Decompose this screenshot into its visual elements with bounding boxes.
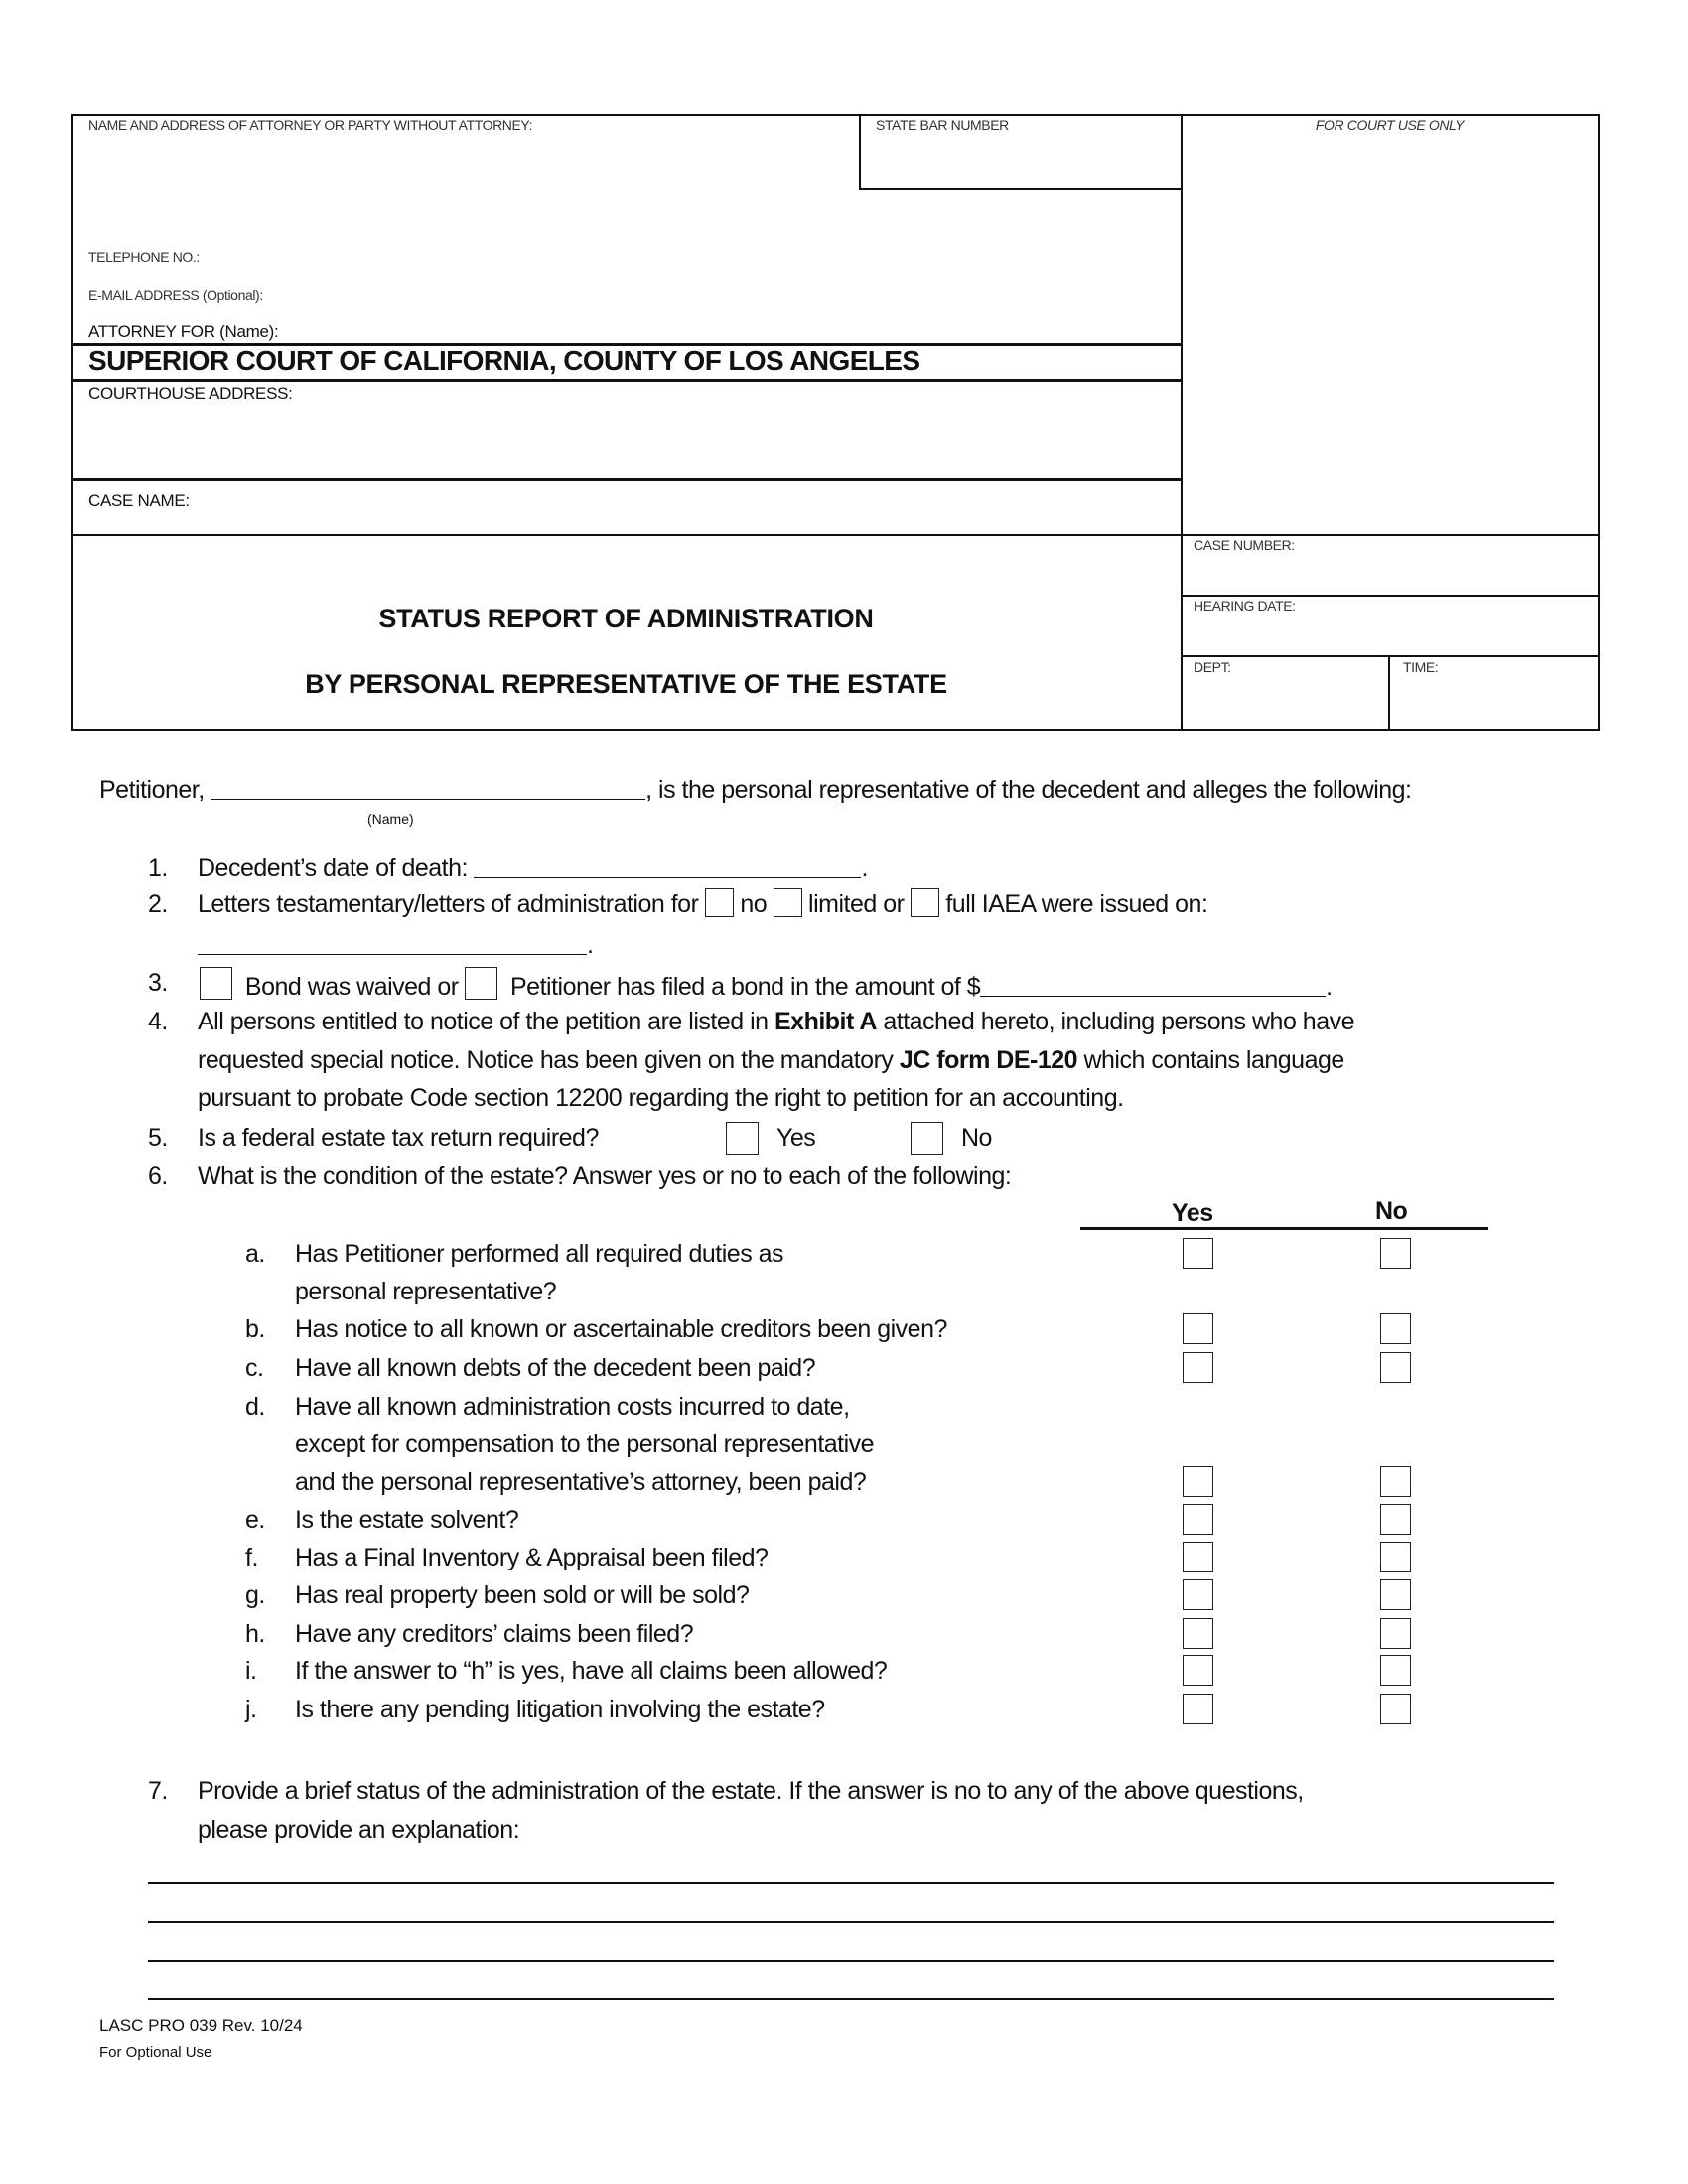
petitioner-line — [99, 774, 1412, 806]
state-bar-label: STATE BAR NUMBER — [876, 117, 1009, 133]
petitioner-line-rest: , is the personal representative of the decedent and alleges the following: — [645, 776, 1412, 804]
yes-column-header: Yes — [1172, 1199, 1213, 1227]
question-i-yes-checkbox[interactable] — [1183, 1655, 1213, 1686]
item-1-text: Decedent’s date of death: — [198, 854, 468, 882]
bond-filed-label: Petitioner has filed a bond in the amount of $ — [510, 973, 981, 1001]
item-4-text: All persons entitled to notice of the petition are listed in — [198, 1008, 774, 1035]
footer-note: For Optional Use — [99, 2044, 212, 2061]
item-5-text: Is a federal estate tax return required? — [198, 1124, 599, 1152]
petitioner-name-field[interactable] — [211, 775, 645, 800]
item-4-text: which contains language — [1077, 1046, 1344, 1074]
case-name-label: CASE NAME: — [88, 491, 190, 510]
question-g-no-checkbox[interactable] — [1380, 1579, 1411, 1610]
question-letter: b. — [245, 1315, 265, 1343]
question-h-no-checkbox[interactable] — [1380, 1618, 1411, 1649]
question-text: Have any creditors’ claims been filed? — [295, 1620, 694, 1648]
court-use-label: FOR COURT USE ONLY — [1315, 117, 1465, 133]
question-text: Has a Final Inventory & Appraisal been filed? — [295, 1544, 769, 1571]
question-d-yes-checkbox[interactable] — [1183, 1466, 1213, 1497]
letters-limited-checkbox[interactable] — [774, 888, 802, 917]
item-4-text: attached hereto, including persons who have — [876, 1008, 1355, 1035]
item-3-number: 3. — [148, 969, 168, 997]
question-f-no-checkbox[interactable] — [1380, 1542, 1411, 1572]
item-6-text: What is the condition of the estate? Answer yes or no to each of the following: — [198, 1162, 1012, 1190]
item-7-line1: Provide a brief status of the administration of the estate. If the answer is no to any of the above questions, — [198, 1777, 1304, 1805]
item-4-text: requested special notice. Notice has been given on the mandatory — [198, 1046, 900, 1074]
question-d-no-checkbox[interactable] — [1380, 1466, 1411, 1497]
letters-issued-date: . — [198, 929, 593, 961]
letters-full-label: full IAEA were issued on: — [945, 890, 1208, 918]
question-letter: f. — [245, 1544, 258, 1571]
item-1-number: 1. — [148, 854, 168, 882]
question-i-no-checkbox[interactable] — [1380, 1655, 1411, 1686]
petitioner-label: Petitioner, — [99, 776, 205, 804]
question-text: and the personal representative’s attorney, been paid? — [295, 1468, 867, 1496]
tax-return-no-label: No — [961, 1124, 992, 1152]
question-g-yes-checkbox[interactable] — [1183, 1579, 1213, 1610]
question-c-yes-checkbox[interactable] — [1183, 1352, 1213, 1383]
question-b-yes-checkbox[interactable] — [1183, 1313, 1213, 1344]
hearing-date-label: HEARING DATE: — [1194, 598, 1296, 614]
question-letter: h. — [245, 1620, 265, 1648]
question-j-yes-checkbox[interactable] — [1183, 1694, 1213, 1724]
question-text: Has real property been sold or will be sold? — [295, 1581, 750, 1609]
explanation-line[interactable] — [148, 1960, 1554, 1962]
explanation-line[interactable] — [148, 1921, 1554, 1923]
telephone-label: TELEPHONE NO.: — [88, 249, 200, 265]
question-h-yes-checkbox[interactable] — [1183, 1618, 1213, 1649]
name-caption: (Name) — [367, 811, 414, 827]
state-bar-field[interactable] — [864, 137, 1177, 185]
question-text: except for compensation to the personal representative — [295, 1431, 875, 1458]
question-b-no-checkbox[interactable] — [1380, 1313, 1411, 1344]
question-e-no-checkbox[interactable] — [1380, 1504, 1411, 1535]
question-text: If the answer to “h” is yes, have all claims been allowed? — [295, 1657, 888, 1685]
exhibit-a-ref: Exhibit A — [774, 1008, 877, 1035]
item-1: Decedent’s date of death: . — [198, 854, 868, 882]
letters-no-label: no — [740, 890, 768, 918]
bond-waived-label: Bond was waived or — [244, 973, 459, 1001]
letters-issued-date-field[interactable] — [198, 930, 587, 955]
email-label: E-MAIL ADDRESS (Optional): — [88, 287, 263, 303]
tax-return-yes-checkbox[interactable] — [726, 1122, 759, 1155]
attorney-name-address-field[interactable] — [79, 139, 854, 238]
letters-no-checkbox[interactable] — [705, 888, 734, 917]
question-text: personal representative? — [295, 1278, 557, 1305]
courthouse-address-label: COURTHOUSE ADDRESS: — [88, 384, 293, 403]
question-letter: g. — [245, 1581, 265, 1609]
item-6-number: 6. — [148, 1162, 168, 1190]
question-text: Have all known debts of the decedent been paid? — [295, 1354, 816, 1382]
bond-amount-field[interactable] — [980, 972, 1326, 997]
item-7-number: 7. — [148, 1777, 168, 1805]
item-2-number: 2. — [148, 890, 168, 918]
form-title-line1: STATUS REPORT OF ADMINISTRATION — [378, 604, 874, 633]
tax-return-yes-label: Yes — [776, 1124, 816, 1152]
item-2 — [198, 888, 1207, 920]
question-letter: e. — [245, 1506, 265, 1534]
item-4-line3: pursuant to probate Code section 12200 regarding the right to petition for an accounting. — [198, 1084, 1124, 1112]
letters-limited-label: limited or — [808, 890, 905, 918]
form-de120-ref: JC form DE-120 — [899, 1046, 1078, 1074]
question-a-yes-checkbox[interactable] — [1183, 1238, 1213, 1269]
letters-full-checkbox[interactable] — [911, 888, 939, 917]
form-title-line2: BY PERSONAL REPRESENTATIVE OF THE ESTATE — [305, 669, 947, 699]
explanation-line[interactable] — [148, 1998, 1554, 2000]
bond-filed-checkbox[interactable] — [465, 967, 497, 1000]
attorney-for-label: ATTORNEY FOR (Name): — [88, 322, 279, 341]
item-2-text: Letters testamentary/letters of administration for — [198, 890, 699, 918]
item-4-number: 4. — [148, 1008, 168, 1035]
question-letter: d. — [245, 1393, 265, 1421]
column-header-rule — [1080, 1227, 1488, 1230]
item-7-line2: please provide an explanation: — [198, 1816, 520, 1843]
no-column-header: No — [1375, 1197, 1408, 1225]
question-letter: c. — [245, 1354, 264, 1382]
item-4-line1 — [198, 1006, 1354, 1037]
question-text: Has Petitioner performed all required duties as — [295, 1240, 784, 1268]
explanation-line[interactable] — [148, 1882, 1554, 1884]
question-text: Have all known administration costs incurred to date, — [295, 1393, 850, 1421]
attorney-name-address-label: NAME AND ADDRESS OF ATTORNEY OR PARTY WITHOUT ATTORNEY: — [88, 117, 533, 133]
tax-return-no-checkbox[interactable] — [911, 1122, 943, 1155]
court-name: SUPERIOR COURT OF CALIFORNIA, COUNTY OF LOS ANGELES — [88, 345, 920, 376]
item-5-number: 5. — [148, 1124, 168, 1152]
bond-waived-checkbox[interactable] — [200, 967, 232, 1000]
question-a-no-checkbox[interactable] — [1380, 1238, 1411, 1269]
question-letter: j. — [245, 1696, 257, 1723]
item-3: Bond was waived or Petitioner has filed a bond in the amount of $ . — [200, 967, 1333, 1003]
date-of-death-field[interactable] — [474, 853, 861, 878]
question-text: Has notice to all known or ascertainable creditors been given? — [295, 1315, 947, 1343]
case-number-label: CASE NUMBER: — [1194, 537, 1295, 553]
question-text: Is the estate solvent? — [295, 1506, 519, 1534]
time-label: TIME: — [1403, 659, 1439, 675]
form-id: LASC PRO 039 Rev. 10/24 — [99, 2016, 303, 2035]
question-text: Is there any pending litigation involving the estate? — [295, 1696, 825, 1723]
question-f-yes-checkbox[interactable] — [1183, 1542, 1213, 1572]
question-letter: i. — [245, 1657, 257, 1685]
question-e-yes-checkbox[interactable] — [1183, 1504, 1213, 1535]
question-c-no-checkbox[interactable] — [1380, 1352, 1411, 1383]
case-name-field[interactable] — [238, 486, 1172, 526]
question-letter: a. — [245, 1240, 265, 1268]
question-j-no-checkbox[interactable] — [1380, 1694, 1411, 1724]
item-4-line2 — [198, 1044, 1344, 1076]
dept-label: DEPT: — [1194, 659, 1231, 675]
